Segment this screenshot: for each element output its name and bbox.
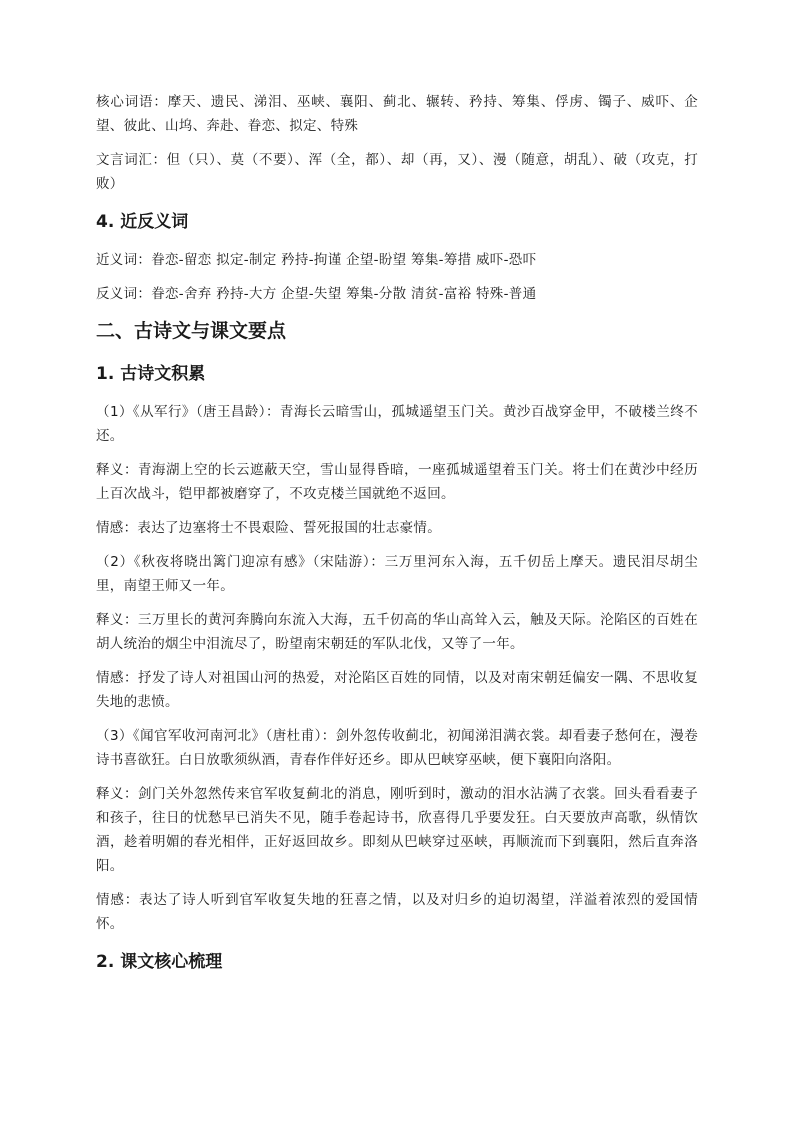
poetry-heading: 1. 古诗文积累 bbox=[96, 364, 206, 384]
poem-3-text: （3）《闻官军收河南河北》（唐杜甫）：剑外忽传收蓟北，初闻涕泪满衣裳。却看妻子愁何在，漫卷诗书喜欲狂。白日放歌须纵酒，青春作伴好还乡。即从巴峡穿巫峡，便下襄阳向洛阳。 bbox=[96, 728, 698, 768]
core-words-line: 核心词语：摩天、遗民、涕泪、巫峡、襄阳、蓟北、辗转、矜持、筹集、俘虏、镯子、威吓、企望、彼此、山坞、奔赴、眷恋、拟定、特殊 bbox=[96, 94, 698, 134]
poem-3-meaning: 释义：剑门关外忽然传来官军收复蓟北的消息，刚听到时，激动的泪水沾满了衣裳。回头看看妻子和孩子，往日的忧愁早已消失不见，随手卷起诗书，欣喜得几乎要发狂。白天要放声高歌，纵情饮酒，趁着明媚的春光相伴，正好返回故乡。即刻从巴峡穿过巫峡，再顺流而下到襄阳，然后直奔洛阳。 bbox=[96, 786, 698, 874]
poem-1-meaning: 释义：青海湖上空的长云遮蔽天空，雪山显得昏暗，一座孤城遥望着玉门关。将士们在黄沙中经历上百次战斗，铠甲都被磨穿了，不攻克楼兰国就绝不返回。 bbox=[96, 462, 698, 502]
text-review-heading: 2. 课文核心梳理 bbox=[96, 952, 223, 972]
classical-words-line: 文言词汇：但（只）、莫（不要）、浑（全，都）、却（再，又）、漫（随意，胡乱）、破（攻克，打败） bbox=[96, 152, 698, 192]
poem-2-meaning: 释义：三万里长的黄河奔腾向东流入大海，五千仞高的华山高耸入云，触及天际。沦陷区的百姓在胡人统治的烟尘中泪流尽了，盼望南宋朝廷的军队北伐，又等了一年。 bbox=[96, 612, 698, 652]
poem-2-emotion: 情感：抒发了诗人对祖国山河的热爱，对沦陷区百姓的同情，以及对南宋朝廷偏安一隅、不思收复失地的悲愤。 bbox=[96, 670, 698, 710]
poem-2-text: （2）《秋夜将晓出篱门迎凉有感》（宋陆游）：三万里河东入海，五千仞岳上摩天。遗民泪尽胡尘里，南望王师又一年。 bbox=[96, 554, 698, 594]
section-two-heading: 二、古诗文与课文要点 bbox=[96, 320, 287, 342]
near-synonyms-line: 近义词：眷恋-留恋 拟定-制定 矜持-拘谨 企望-盼望 筹集-筹措 威吓-恐吓 bbox=[96, 252, 537, 268]
synonyms-heading: 4. 近反义词 bbox=[96, 212, 189, 232]
poem-3-emotion: 情感：表达了诗人听到官军收复失地的狂喜之情，以及对归乡的迫切渴望，洋溢着浓烈的爱国情怀。 bbox=[96, 892, 698, 932]
poem-1-text: （1）《从军行》（唐王昌龄）：青海长云暗雪山，孤城遥望玉门关。黄沙百战穿金甲，不破楼兰终不还。 bbox=[96, 404, 698, 444]
poem-1-emotion: 情感：表达了边塞将士不畏艰险、誓死报国的壮志豪情。 bbox=[96, 520, 441, 536]
antonyms-line: 反义词：眷恋-舍弃 矜持-大方 企望-失望 筹集-分散 清贫-富裕 特殊-普通 bbox=[96, 286, 537, 302]
